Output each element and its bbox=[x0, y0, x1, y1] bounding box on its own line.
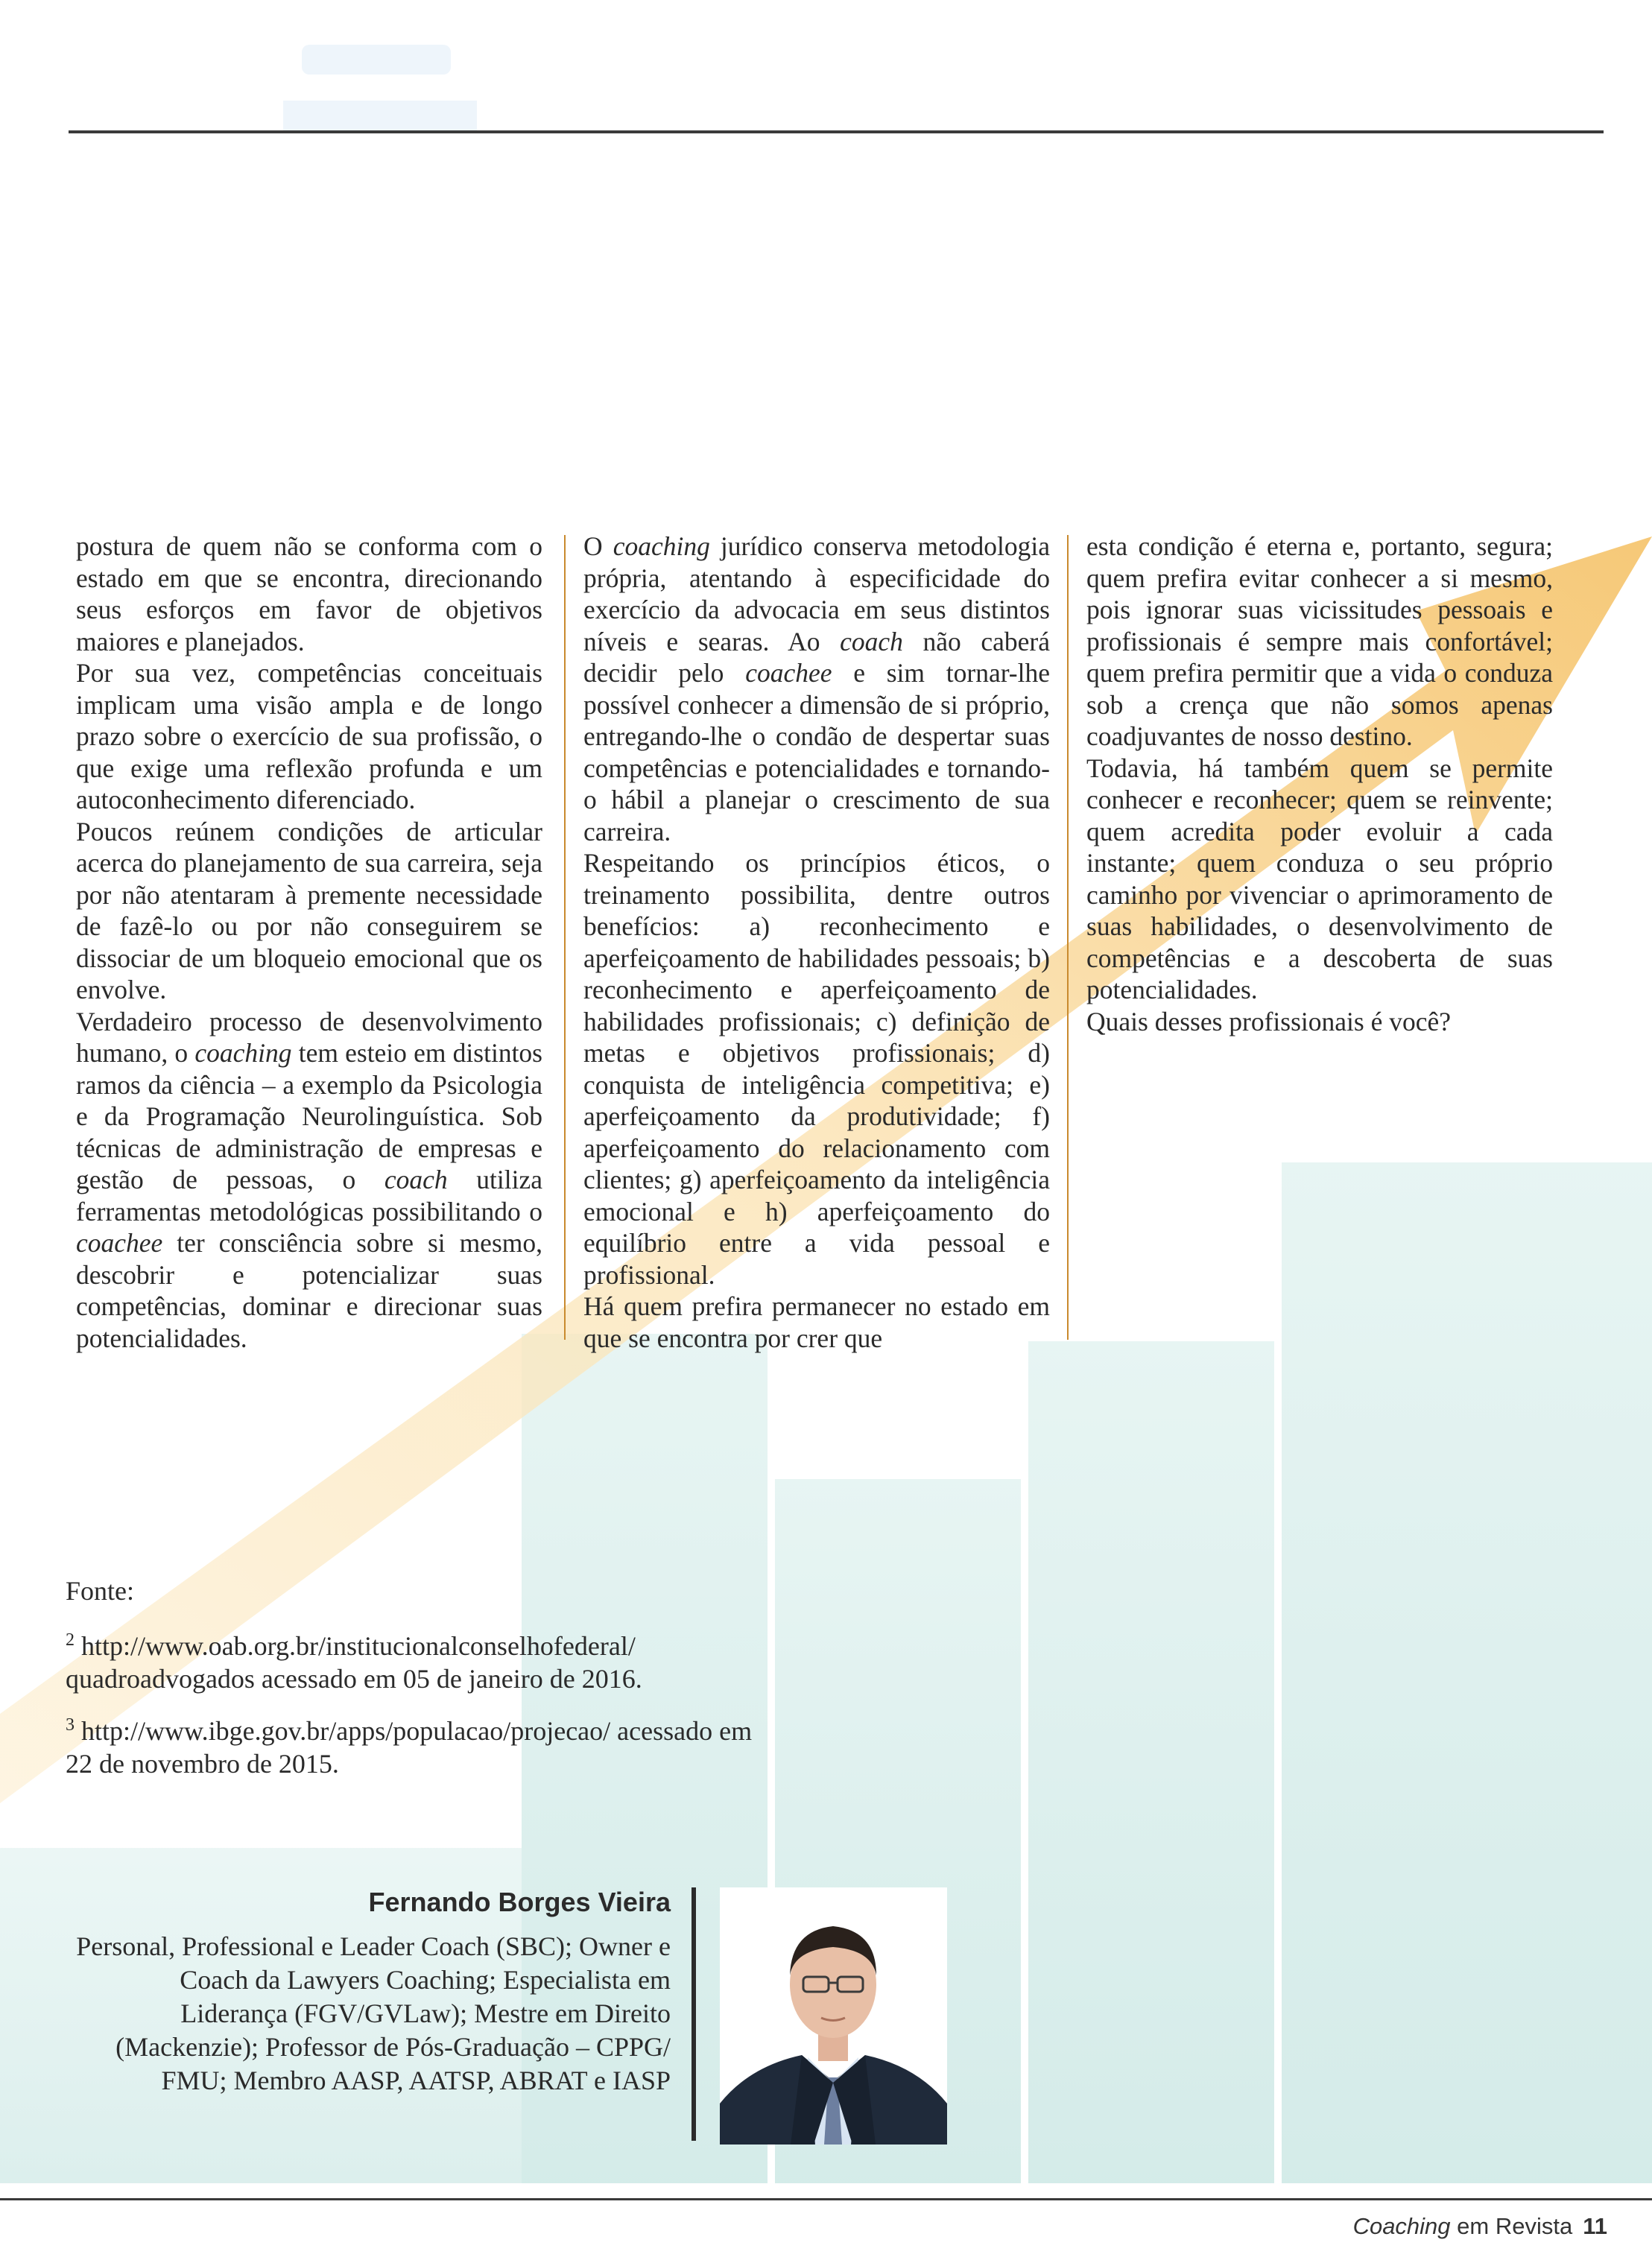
author-name: Fernando Borges Vieira bbox=[368, 1887, 671, 1917]
paragraph: Respeitando os princípios éticos, o treinamento possibilita, dentre outros benefícios: a) reconhecimento e aperfeiçoamento de habilidades pessoais; b) reconhecimento e aperfeiçoamento de habilidades profissionais; c) definição de metas e objetivos profissionais; d) conquista de inteligência competitiva; e) aperfeiçoamento da produtividade; f) aperfeiçoamento do relacionamento com clientes; g) aperfeiçoamento da inteligência emocional e h) aperfeiçoamento do equilíbrio entre a vida pessoal e profissional. bbox=[583, 848, 1050, 1290]
source-item: $^2$ http://www.oab.org.br/institucionalconselhofederal/ quadroadvogados acessado em 05 de janeiro de 2016. bbox=[66, 1630, 642, 1694]
author-divider-bar bbox=[692, 1887, 696, 2141]
paragraph: Há quem prefira permanecer no estado em que se encontra por crer que bbox=[583, 1291, 1050, 1353]
paragraph: Por sua vez, competências conceituais implicam uma visão ampla e de longo prazo sobre o exercício de sua profissão, o que exige uma reflexão profunda e um autoconhecimento diferenciado. bbox=[76, 658, 542, 814]
paragraph: Todavia, há também quem se permite conhecer e reconhecer; quem se reinvente; quem acredita poder evoluir a cada instante; quem conduza o seu próprio caminho por vivenciar o aprimoramento de suas habilidades, o desenvolvimento de competências e a descoberta de suas potencialidades. bbox=[1086, 753, 1553, 1004]
text-column-2 bbox=[583, 531, 1050, 1354]
magazine-name-rest: em Revista bbox=[1450, 2213, 1573, 2239]
text-column-1 bbox=[76, 531, 542, 1354]
paragraph: Quais desses profissionais é você? bbox=[1086, 1006, 1451, 1036]
column-divider bbox=[564, 535, 566, 1340]
page-number: 11 bbox=[1583, 2213, 1607, 2239]
paragraph: Poucos reúnem condições de articular acerca do planejamento de sua carreira, seja por não atentaram à premente necessidade de fazê-lo ou por não conseguirem se dissociar de um bloqueio emocional que os envolve. bbox=[76, 816, 542, 1004]
author-bio: Personal, Professional e Leader Coach (SBC); Owner e Coach da Lawyers Coaching; Especialista em Liderança (FGV/GVLaw); Mestre em Direito (Mackenzie); Professor de Pós-Graduação – CPPG/ FMU; Membro AASP, AATSP, ABRAT e IASP bbox=[76, 1931, 671, 2095]
column-divider bbox=[1067, 535, 1069, 1340]
sources-block bbox=[66, 1574, 781, 1800]
page-footer bbox=[1353, 2213, 1607, 2240]
paragraph: Verdadeiro processo de desenvolvimento humano, o coaching tem esteio em distintos ramos da ciência – a exemplo da Psicologia e da Programação Neurolinguística. Sob técnicas de administração de empresas e gestão de pessoas, o coach utiliza ferramentas metodológicas possibilitando o coachee ter consciência sobre si mesmo, descobrir e potencializar suas competências, dominar e direcionar suas potencialidades. bbox=[76, 1006, 542, 1353]
paragraph: esta condição é eterna e, portanto, segura; quem prefira evitar conhecer a si mesmo, pois ignorar suas vicissitudes pessoais e profissionais é sempre mais confortável; quem prefira permitir que a vida o conduza sob a crença que não somos apenas coadjuvantes de nosso destino. bbox=[1086, 531, 1553, 751]
author-photo bbox=[720, 1887, 947, 2145]
text-column-3 bbox=[1086, 531, 1553, 1037]
top-rule bbox=[69, 130, 1604, 133]
paragraph: O coaching jurídico conserva metodologia própria, atentando à especificidade do exercício da advocacia em seus distintos níveis e searas. Ao coach não caberá decidir pelo coachee e sim tornar-lhe possível conhecer a dimensão de si próprio, entregando-lhe o condão de despertar suas competências e potencialidades e tornando-o hábil a planejar o crescimento de sua carreira. bbox=[583, 531, 1051, 846]
source-item: $^3$ http://www.ibge.gov.br/apps/populacao/projecao/ acessado em 22 de novembro de 2015. bbox=[66, 1715, 753, 1779]
magazine-name-italic: Coaching bbox=[1352, 2213, 1451, 2239]
sources-label: Fonte: bbox=[66, 1576, 135, 1606]
paragraph: postura de quem não se conforma com o estado em que se encontra, direcionando seus esforços em favor de objetivos maiores e planejados. bbox=[76, 531, 542, 656]
bottom-rule bbox=[0, 2198, 1652, 2200]
